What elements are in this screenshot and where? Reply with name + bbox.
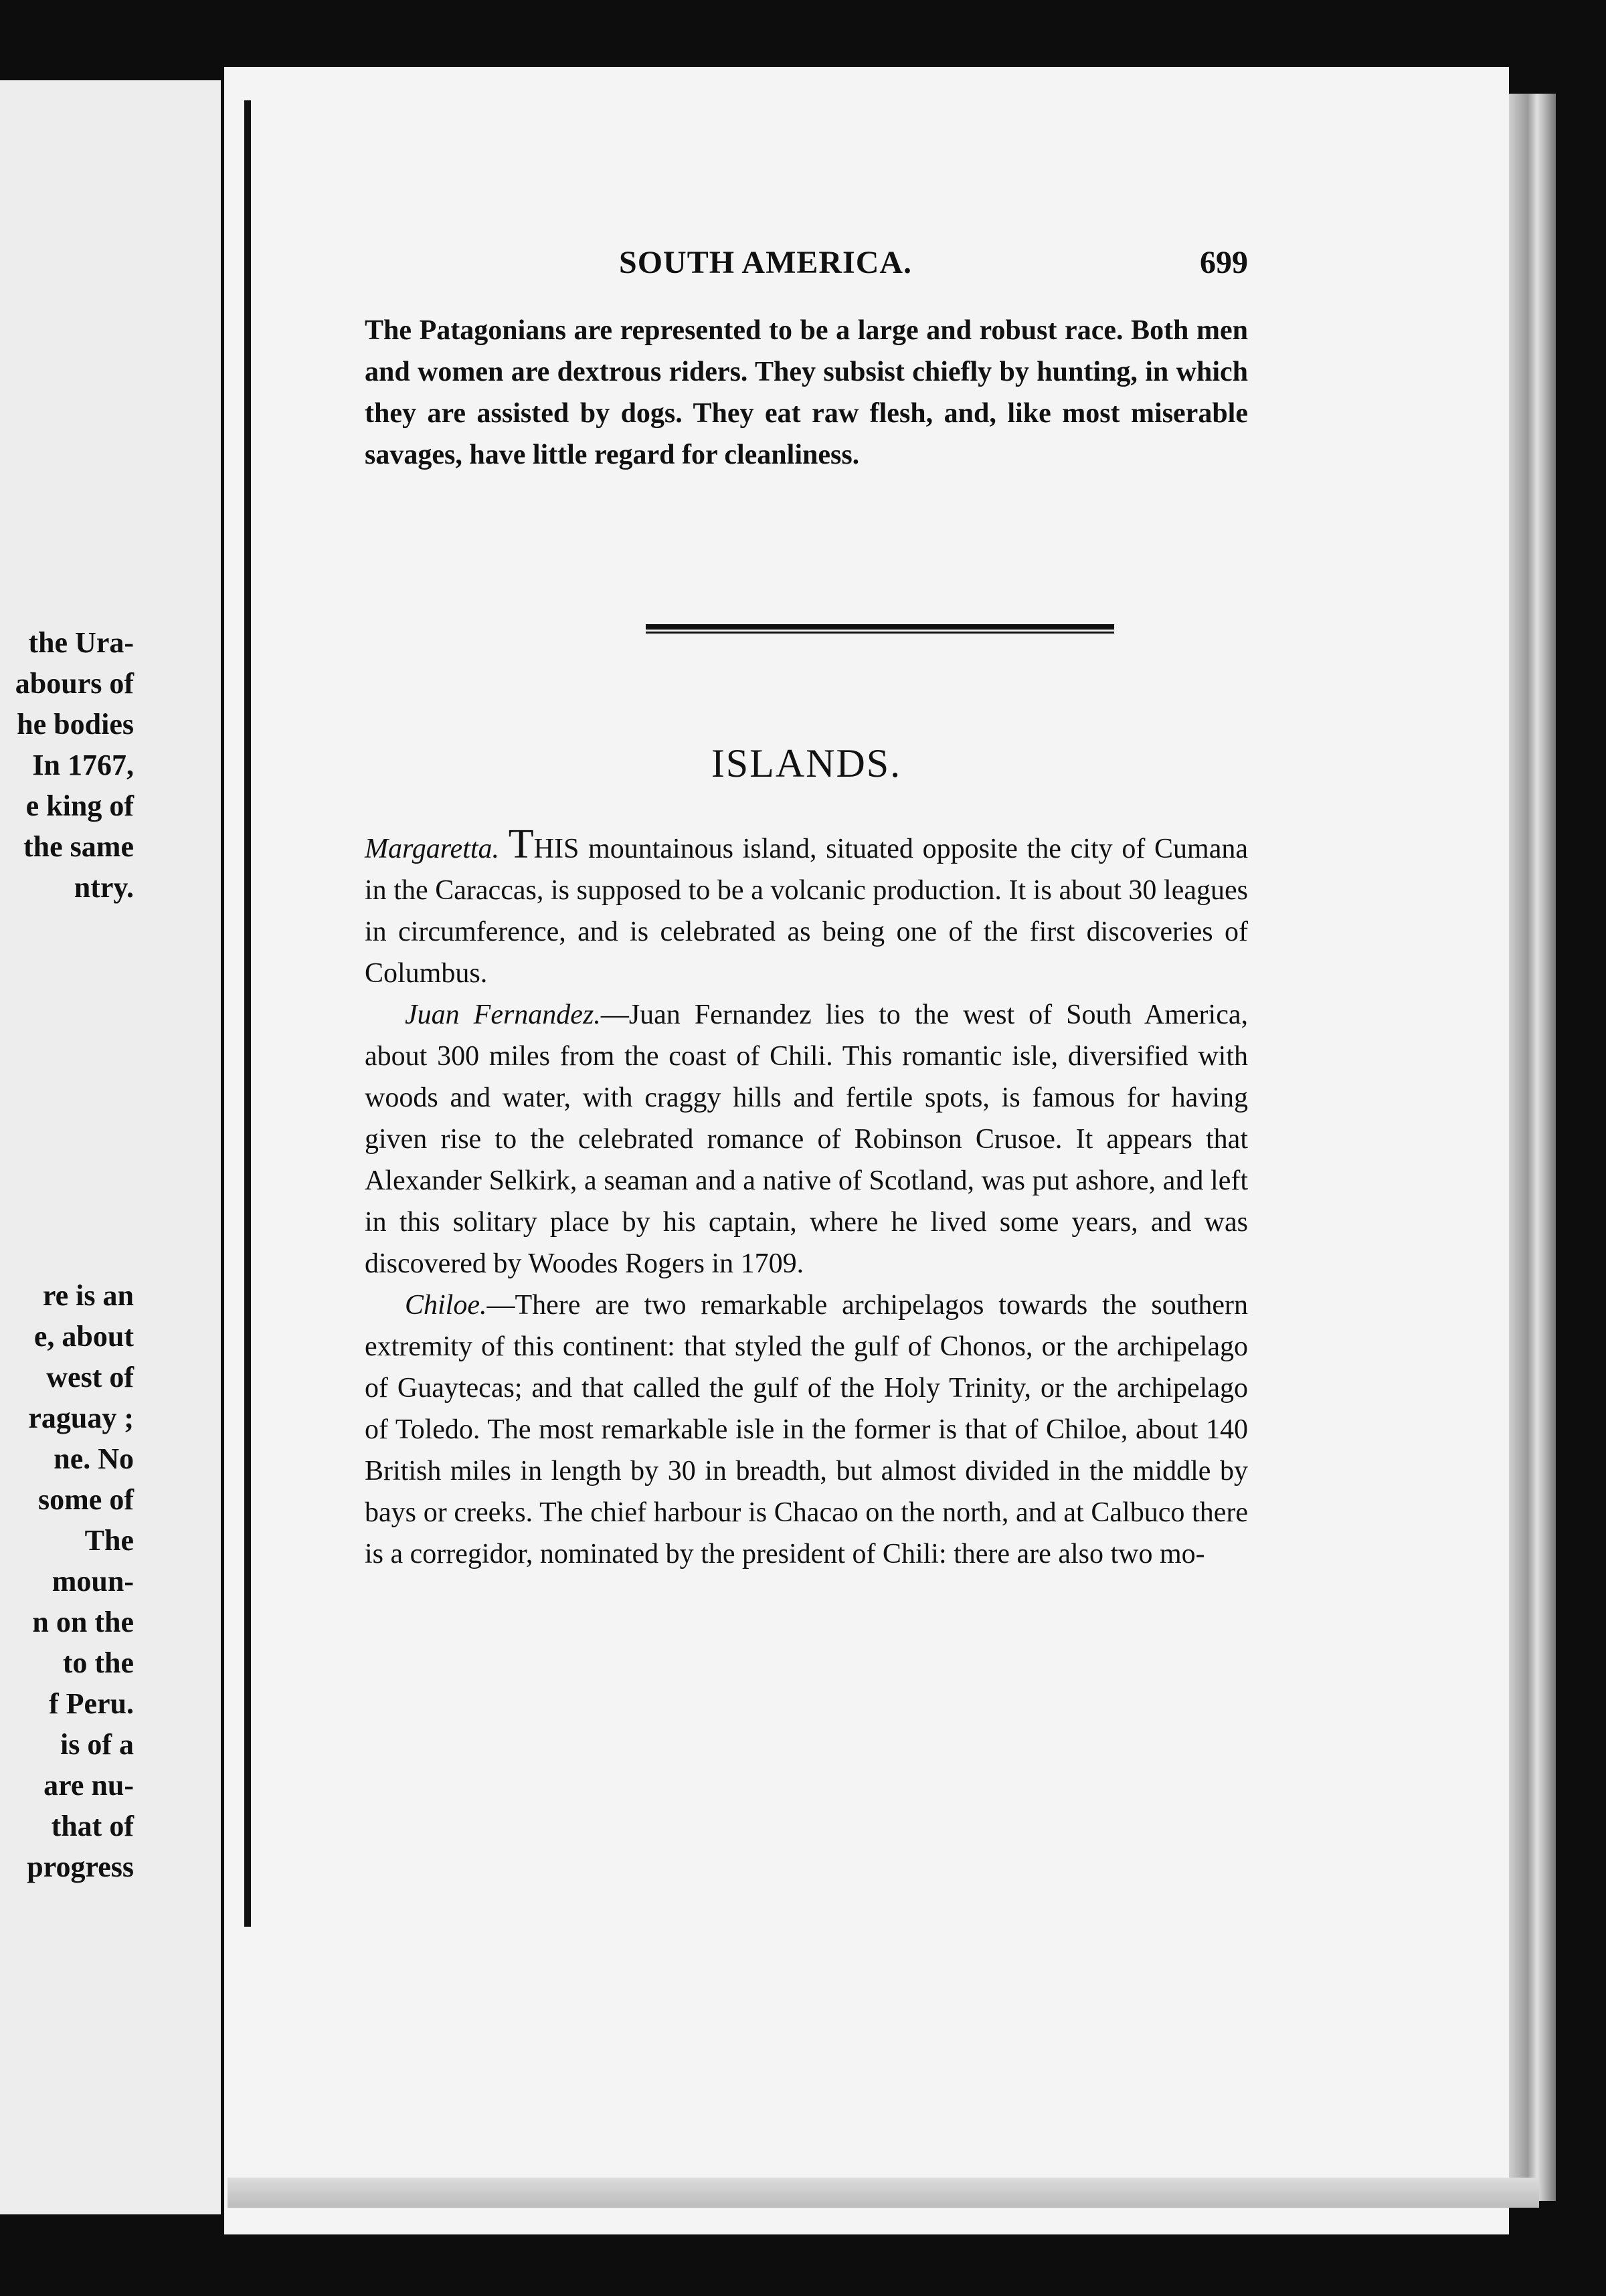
intro-paragraph: The Patagonians are represented to be a large and robust race. Both men and women are dextrous riders. They subsist chiefly by hunting, in which they are assisted by dogs. They eat raw flesh, and, like most miserable savages, have little regard for cleanliness.	[365, 315, 1248, 470]
facing-page-line: west of	[46, 1361, 134, 1394]
section-body	[365, 822, 1249, 1575]
gutter-line	[244, 100, 251, 1927]
facing-page-line: raguay ;	[28, 1402, 134, 1434]
facing-page-line: e, about	[33, 1320, 134, 1353]
facing-page-line: f Peru.	[48, 1687, 134, 1720]
facing-page-line: some of	[38, 1483, 134, 1516]
side-head-chiloe: Chiloe.	[405, 1290, 487, 1321]
facing-page-line: re is an	[42, 1279, 134, 1312]
facing-page	[0, 80, 221, 2214]
facing-page-line: are nu-	[43, 1769, 134, 1802]
facing-page-line	[15, 949, 134, 989]
facing-page-line	[15, 1193, 134, 1234]
facing-page-line: In 1767,	[32, 749, 134, 781]
page-content	[365, 244, 1248, 1575]
facing-page-line: moun-	[52, 1565, 134, 1598]
facing-page-line: the same	[23, 830, 134, 863]
facing-page-line	[15, 1030, 134, 1071]
side-head-juan-fernandez: Juan Fernandez.	[405, 999, 601, 1030]
dropcap: T	[508, 822, 534, 867]
facing-page-line	[15, 908, 134, 949]
facing-page-line	[15, 989, 134, 1030]
paragraph-chiloe	[365, 1284, 1248, 1575]
running-head: SOUTH AMERICA.	[619, 245, 913, 280]
facing-page-text	[15, 622, 134, 1887]
side-head-margaretta: Margaretta.	[365, 834, 500, 864]
page-bottom-edge	[228, 2178, 1539, 2208]
facing-page-line: to the	[62, 1646, 134, 1679]
facing-page-line: the Ura-	[28, 626, 134, 659]
facing-page-line: is of a	[60, 1728, 134, 1761]
facing-page-line	[15, 1153, 134, 1193]
section-title: ISLANDS.	[711, 741, 902, 785]
facing-page-line: progress	[27, 1850, 134, 1883]
page-edge	[1509, 94, 1556, 2201]
facing-page-line: abours of	[15, 667, 134, 700]
facing-page-line: ne. No	[54, 1442, 134, 1475]
facing-page-line: that of	[51, 1810, 134, 1842]
section-divider	[646, 624, 1114, 634]
paragraph-chiloe-text: —There are two remarkable archipelagos towards the southern extremity of this continent: that styled the gulf of Chonos, or the archipelago of Guaytecas; and that called the gulf of the Holy Trinity, or the archipelago of Toledo. The most remarkable isle in the former is that of Chiloe, about 140 British miles in length by 30 in breadth, but almost divided in the middle by bays or creeks. The chief harbour is Chacao on the north, and at Calbuco there is a corregidor, nominated by the president of Chili: there are also two mo-	[365, 1290, 1248, 1569]
paragraph-juan-fernandez	[365, 994, 1248, 1284]
facing-page-line: he bodies	[17, 708, 134, 741]
facing-page-line	[15, 1071, 134, 1112]
paragraph-margaretta-text: HIS mountainous island, situated opposite the city of Cumana in the Caraccas, is supposed to be a volcanic production. It is about 30 leagues in circumference, and is celebrated as being one of the first discoveries of Columbus.	[365, 834, 1249, 989]
facing-page-line: n on the	[32, 1606, 134, 1638]
paragraph-margaretta	[365, 822, 1249, 994]
facing-page-line: The	[84, 1524, 134, 1557]
facing-page-line	[15, 1234, 134, 1275]
page-header	[365, 244, 1248, 291]
paragraph-juan-fernandez-text: —Juan Fernandez lies to the west of South America, about 300 miles from the coast of Chili. This romantic isle, diversified with woods and water, with craggy hills and fertile spots, is famous for having given rise to the celebrated romance of Robinson Crusoe. It appears that Alexander Selkirk, a seaman and a native of Scotland, was put ashore, and left in this solitary place by his captain, where he lived some years, and was discovered by Woodes Rogers in 1709.	[365, 999, 1248, 1279]
facing-page-line: e king of	[25, 789, 134, 822]
facing-page-line	[15, 1112, 134, 1153]
page-number: 699	[1200, 245, 1248, 280]
facing-page-line: ntry.	[74, 871, 134, 904]
